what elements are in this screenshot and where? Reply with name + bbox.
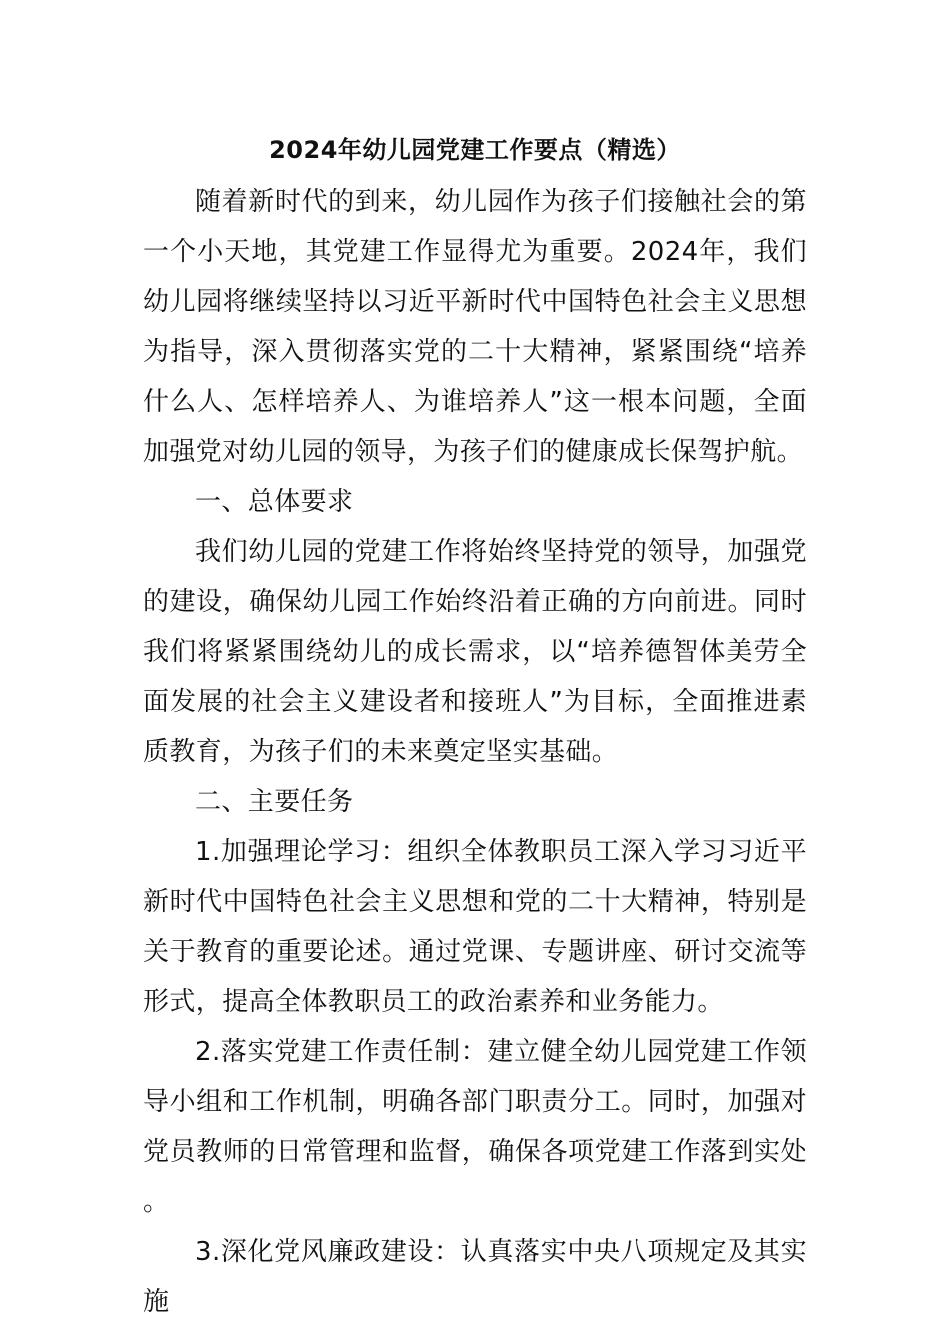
task-item-theory-study: 1.加强理论学习：组织全体教职员工深入学习习近平新时代中国特色社会主义思想和党的二十大精神，特别是关于教育的重要论述。通过党课、专题讲座、研讨交流等形式，提高全体教职员工的政治素养和业务能力。 xyxy=(143,837,807,1017)
section-heading-general-requirements: 一、总体要求 xyxy=(195,487,354,517)
section-heading-main-tasks: 二、主要任务 xyxy=(195,787,354,817)
general-requirements-paragraph: 我们幼儿园的党建工作将始终坚持党的领导，加强党的建设，确保幼儿园工作始终沿着正确的方向前进。同时我们将紧紧围绕幼儿的成长需求，以“培养德智体美劳全面发展的社会主义建设者和接班人”为目标，全面推进素质教育，为孩子们的未来奠定坚实基础。 xyxy=(143,537,807,767)
document-title: 2024年幼儿园党建工作要点（精选） xyxy=(269,136,681,164)
task-item-responsibility-system: 2.落实党建工作责任制：建立健全幼儿园党建工作领导小组和工作机制，明确各部门职责分工。同时，加强对党员教师的日常管理和监督，确保各项党建工作落到实处。 xyxy=(143,1037,807,1217)
document-body xyxy=(143,177,807,1327)
intro-paragraph: 随着新时代的到来，幼儿园作为孩子们接触社会的第一个小天地，其党建工作显得尤为重要。2024年，我们幼儿园将继续坚持以习近平新时代中国特色社会主义思想为指导，深入贯彻落实党的二十大精神，紧紧围绕“培养什么人、怎样培养人、为谁培养人”这一根本问题，全面加强党对幼儿园的领导，为孩子们的健康成长保驾护航。 xyxy=(143,187,807,467)
task-item-clean-governance: 3.深化党风廉政建设：认真落实中央八项规定及其实施 xyxy=(143,1237,807,1317)
